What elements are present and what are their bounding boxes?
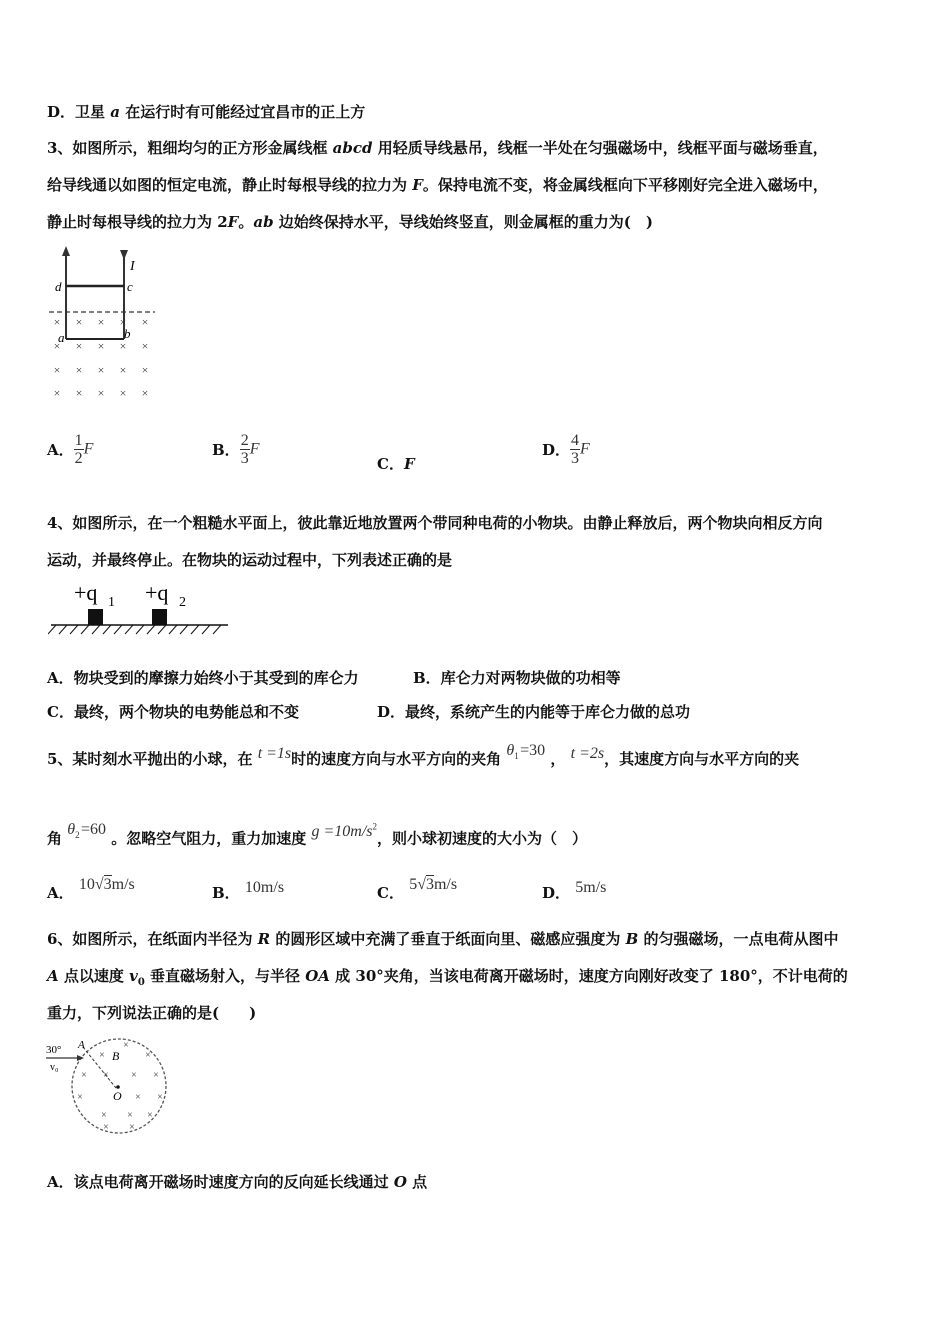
q6-label-o: O (113, 1089, 122, 1103)
field-cross-mark: × (53, 363, 61, 377)
q4-q2-label: +q (145, 580, 169, 605)
q5-line-1 (47, 742, 800, 775)
field-cross-mark: × (141, 339, 149, 353)
q6-option-a-text: 点 (406, 1173, 428, 1191)
q4-q1-sub: 1 (108, 595, 115, 610)
q3-line-1 (47, 138, 828, 158)
q3-var: F (412, 176, 423, 194)
q3-option-c-var: F (403, 455, 415, 473)
q2-option-d (47, 102, 365, 122)
field-cross-mark: × (157, 1092, 163, 1103)
q5-theta-1-sub: 1 (514, 751, 519, 762)
q3-option-d-label: D． (542, 441, 571, 459)
field-cross-mark: × (77, 1092, 83, 1103)
q5-theta-1 (506, 742, 546, 762)
q5-option-a[interactable] (47, 876, 135, 903)
q6-text: 6、如图所示，在纸面内半径为 (47, 930, 258, 948)
field-cross-mark: × (131, 1070, 137, 1081)
q4-option-c[interactable]: C．最终，两个物块的电势能总和不变 (47, 703, 299, 721)
field-cross-mark: × (103, 1122, 109, 1133)
field-cross-mark: × (99, 1050, 105, 1061)
hatch-line (158, 625, 166, 634)
q6-label-a: A (78, 1039, 85, 1051)
q5-option-c[interactable] (377, 876, 458, 903)
q5-option-c-rad: 3 (425, 876, 434, 893)
q3-label-d: d (55, 279, 62, 294)
q5-option-a-pre: 10 (78, 876, 95, 893)
q5-option-c-pre: 5 (409, 876, 418, 893)
hatch-line (180, 625, 188, 634)
q3-line-2 (47, 175, 828, 195)
hatch-line (213, 625, 221, 634)
q3-option-b-num: 2 (240, 432, 249, 449)
q6-text: 的圆形区域中充满了垂直于纸面向里、磁感应强度为 (270, 930, 626, 948)
hatch-line (136, 625, 144, 634)
hatch-line (48, 625, 56, 634)
field-cross-mark: × (53, 339, 61, 353)
q3-text: 3、如图所示，粗细均匀的正方形金属线框 (47, 139, 333, 157)
q3-option-b[interactable] (212, 432, 259, 467)
q6-var: v (129, 967, 138, 985)
field-cross-mark: × (119, 339, 127, 353)
q5-theta-2-sub: 2 (75, 830, 80, 841)
q3-label-c: c (127, 279, 133, 294)
q3-option-d-var: F (580, 440, 590, 458)
q6-magnetic-field-crosses (77, 1040, 163, 1133)
hatch-line (81, 625, 89, 634)
hatch-line (147, 625, 155, 634)
hatch-line (70, 625, 78, 634)
q5-option-a-unit: m/s (111, 876, 135, 893)
hatch-line (169, 625, 177, 634)
field-cross-mark: × (103, 1070, 109, 1081)
q6-var-sub: 0 (137, 977, 145, 988)
q5-text: 角 (47, 829, 63, 848)
q5-option-a-label: A． (47, 884, 74, 902)
q6-var: B (625, 930, 639, 948)
q5-theta-1-value: =30 (520, 742, 546, 759)
q3-option-c[interactable] (377, 453, 415, 474)
field-cross-mark: × (75, 339, 83, 353)
field-cross-mark: × (147, 1110, 153, 1121)
q5-gravity-sup: 2 (372, 822, 377, 832)
q4-block-2 (152, 609, 167, 625)
q6-option-a[interactable] (47, 1172, 427, 1192)
field-cross-mark: × (97, 339, 105, 353)
field-cross-mark: × (75, 386, 83, 400)
field-cross-mark: × (75, 363, 83, 377)
field-cross-mark: × (75, 315, 83, 329)
q6-text: 成 30°夹角，当该电荷离开磁场时，速度方向刚好改变了 180°，不计电荷的 (329, 967, 848, 985)
q6-angle-label: 30° (46, 1044, 62, 1056)
field-cross-mark: × (53, 386, 61, 400)
q4-q1-label: +q (74, 580, 98, 605)
q6-text: 的匀强磁场，一点电荷从图中 (638, 930, 839, 948)
q3-var: abcd (332, 139, 373, 157)
q4-charged-blocks-figure (48, 578, 233, 638)
q3-option-a-den: 2 (74, 450, 83, 467)
q2-option-d-prefix: D．卫星 (47, 103, 111, 121)
q4-option-d[interactable]: D．最终，系统产生的内能等于库仑力做的总功 (377, 703, 691, 721)
q5-theta-2-symbol: θ (67, 821, 76, 839)
q3-option-d[interactable] (542, 432, 590, 467)
q5-option-b-label: B． (212, 884, 240, 902)
q6-line-3: 重力，下列说法正确的是( ) (47, 1004, 257, 1022)
q5-text: ，则小球初速度的大小为（ ） (377, 829, 588, 848)
field-cross-mark: × (145, 1050, 151, 1061)
field-cross-mark: × (135, 1092, 141, 1103)
field-cross-mark: × (101, 1110, 107, 1121)
field-cross-mark: × (97, 363, 105, 377)
field-cross-mark: × (141, 363, 149, 377)
q5-option-c-label: C． (377, 884, 404, 902)
q5-theta-1-symbol: θ (506, 742, 515, 759)
q3-option-c-label: C． (377, 455, 404, 473)
q3-option-a-var: F (83, 440, 94, 458)
field-cross-mark: × (127, 1110, 133, 1121)
field-cross-mark: × (119, 315, 127, 329)
field-cross-mark: × (119, 363, 127, 377)
q6-option-a-text: A．该点电荷离开磁场时速度方向的反向延长线通过 (47, 1173, 394, 1191)
q3-text: 。 (238, 213, 254, 231)
q6-var: A (47, 967, 59, 985)
q5-text: 5、某时刻水平抛出的小球，在 (47, 750, 253, 768)
q5-time-2 (571, 745, 604, 762)
q6-circular-field-figure (44, 1036, 174, 1138)
q3-option-a[interactable] (47, 432, 93, 467)
q3-option-b-den: 3 (240, 450, 249, 467)
q5-line-2 (47, 821, 588, 855)
q3-line-3 (47, 212, 653, 232)
q3-wire-frame-figure (45, 244, 165, 404)
q5-option-d-value: 5m/s (575, 879, 607, 896)
q5-option-a-rad: 3 (103, 876, 112, 893)
q3-option-a-label: A． (47, 441, 74, 459)
q3-option-d-den: 3 (571, 450, 580, 467)
q4-option-b[interactable]: B．库仑力对两物块做的功相等 (413, 669, 621, 687)
q4-option-a[interactable]: A．物块受到的摩擦力始终小于其受到的库仑力 (47, 669, 359, 687)
q5-option-b[interactable] (212, 879, 285, 903)
field-cross-mark: × (97, 386, 105, 400)
q5-option-d-label: D． (542, 884, 571, 902)
q6-label-b: B (112, 1049, 120, 1063)
field-cross-mark: × (97, 315, 105, 329)
hatch-line (92, 625, 100, 634)
q4-block-1 (88, 609, 103, 625)
hatch-line (202, 625, 210, 634)
field-cross-mark: × (129, 1122, 135, 1133)
field-cross-mark: × (123, 1040, 129, 1051)
q3-current-label: I (130, 259, 135, 274)
q5-option-c-value: 5√3m/s (409, 876, 458, 893)
q5-time-1 (258, 745, 291, 762)
q5-theta-2 (67, 821, 106, 841)
q6-var: OA (305, 967, 330, 985)
q3-text: 。保持电流不变，将金属线框向下平移刚好完全进入磁场中， (422, 176, 828, 194)
q3-label-a: a (58, 330, 65, 345)
q6-line-1 (47, 929, 839, 949)
q5-theta-2-value: =60 (80, 821, 106, 839)
q5-text: ， (550, 750, 566, 768)
q5-gravity-text: g =10m/s (311, 823, 373, 841)
q3-magnetic-field-crosses (54, 315, 149, 400)
hatch-line (59, 625, 67, 634)
q3-option-b-label: B． (212, 441, 240, 459)
q3-label-b: b (124, 326, 131, 341)
q2-option-d-text: 在运行时有可能经过宜昌市的正上方 (119, 103, 366, 121)
field-cross-mark: × (81, 1070, 87, 1081)
hatch-line (114, 625, 122, 634)
q4-q2-sub: 2 (179, 595, 186, 610)
q3-text: 边始终保持水平，导线始终竖直，则金属框的重力为( ) (273, 213, 653, 231)
field-cross-mark: × (119, 386, 127, 400)
q4-line-2: 运动，并最终停止。在物块的运动过程中，下列表述正确的是 (47, 551, 453, 569)
q6-line-2 (47, 966, 848, 993)
field-cross-mark: × (53, 315, 61, 329)
q5-text: 时的速度方向与水平方向的夹角 (291, 750, 502, 768)
q3-text: 用轻质导线悬吊，线框一半处在匀强磁场中，线框平面与磁场垂直， (372, 139, 828, 157)
q2-option-d-var: a (110, 103, 120, 121)
q3-option-d-num: 4 (571, 432, 580, 449)
q4-ground-hatching (48, 625, 221, 634)
q3-option-a-num: 1 (74, 432, 83, 449)
q6-label-v0: v₀ (50, 1062, 59, 1073)
q6-text: 垂直磁场射入，与半径 (144, 967, 306, 985)
q3-text: 给导线通以如图的恒定电流，静止时每根导线的拉力为 (47, 176, 413, 194)
q5-gravity (311, 823, 377, 840)
q5-option-d[interactable] (542, 879, 607, 903)
q5-time-1-text: t =1s (257, 745, 292, 762)
q6-var: R (257, 930, 271, 948)
q3-var: ab (253, 213, 274, 231)
q3-text: 静止时每根导线的拉力为 2 (47, 213, 228, 231)
field-cross-mark: × (141, 315, 149, 329)
field-cross-mark: × (153, 1070, 159, 1081)
q6-option-a-var: O (393, 1173, 407, 1191)
q5-option-b-value: 10m/s (244, 879, 285, 896)
q4-line-1: 4、如图所示，在一个粗糙水平面上，彼此靠近地放置两个带同种电荷的小物块。由静止释放后，两个物块向相反方向 (47, 514, 823, 532)
q3-option-b-var: F (249, 440, 260, 458)
q3-var: F (227, 213, 239, 231)
q5-option-c-unit: m/s (433, 876, 458, 893)
hatch-line (103, 625, 111, 634)
field-cross-mark: × (141, 386, 149, 400)
q6-text: 点以速度 (58, 967, 130, 985)
q5-time-2-text: t =2s (570, 745, 605, 762)
hatch-line (191, 625, 199, 634)
q5-text: 。忽略空气阻力，重力加速度 (111, 829, 307, 848)
q5-text: ，其速度方向与水平方向的夹 (604, 750, 800, 768)
hatch-line (125, 625, 133, 634)
q5-option-a-value: 10√3m/s (78, 876, 135, 893)
